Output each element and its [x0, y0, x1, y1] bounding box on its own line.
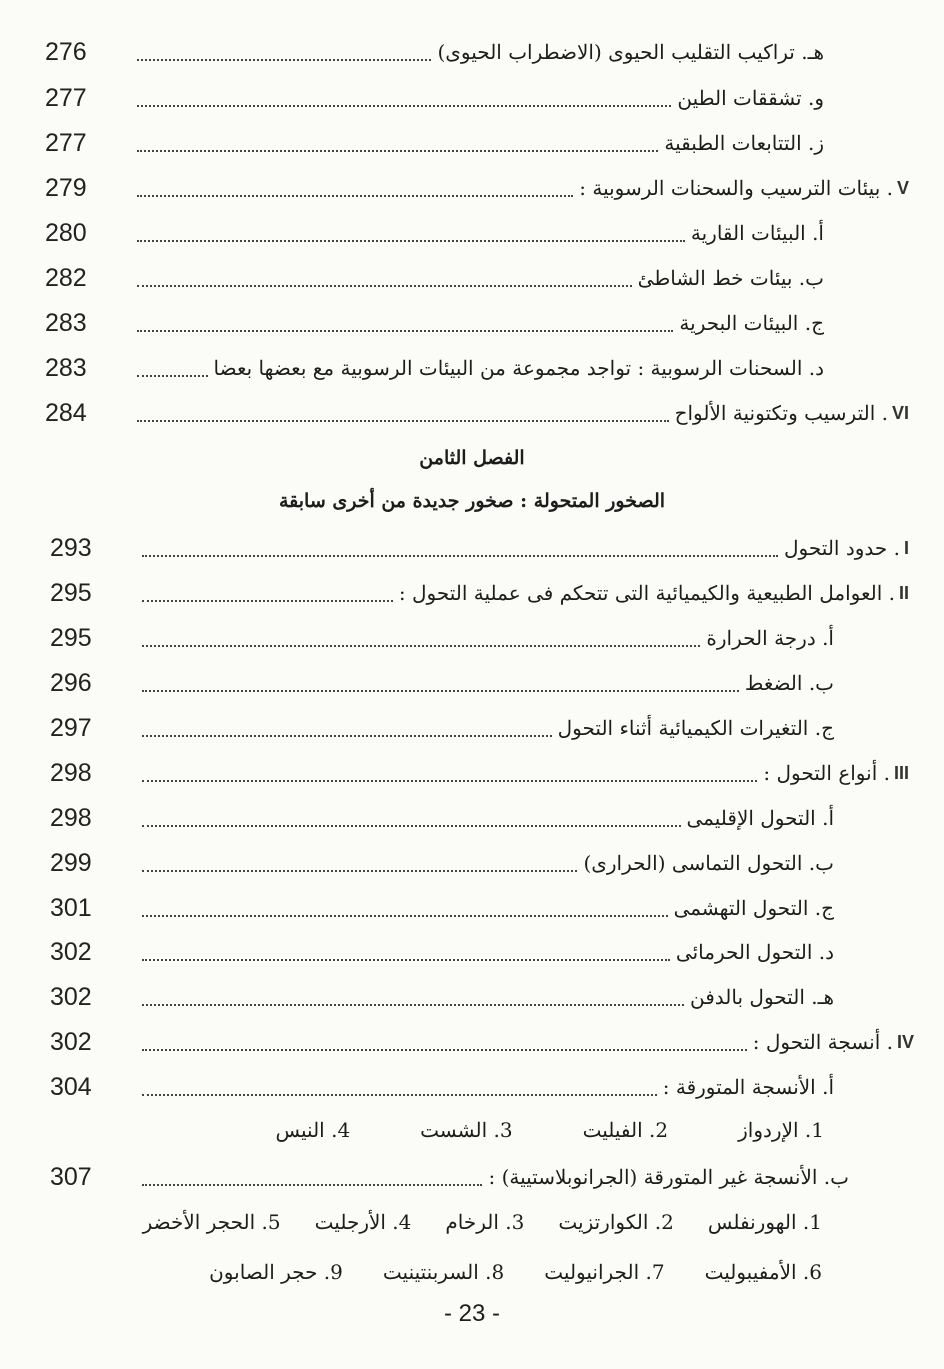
list-item: 7. الجرانيوليت: [544, 1260, 665, 1284]
page-ref: 296: [50, 668, 92, 697]
entry-label: هـ. تراكيب التقليب الحيوى (الاضطراب الحيوى): [437, 40, 824, 64]
entry-label: أ. البيئات القارية: [690, 221, 824, 245]
list-item: 2. الفيليت: [582, 1118, 669, 1142]
dot-leader: [142, 959, 670, 961]
list-item: 2. الكوارتزيت: [558, 1210, 674, 1234]
toc-entry: [45, 213, 824, 253]
dot-leader: [137, 285, 632, 287]
list-item: 4. الأرجليت: [314, 1210, 412, 1234]
page-number: - 23 -: [443, 1300, 500, 1327]
entry-label: أ. التحول الإقليمى: [686, 806, 834, 830]
dot-leader: [137, 195, 573, 197]
list-item: 4. النيس: [275, 1118, 351, 1142]
list-item: 1. الإردواز: [738, 1118, 824, 1142]
dot-leader: [142, 870, 577, 872]
dot-leader: [142, 690, 739, 692]
entry-label: ج. التحول التهشمى: [673, 896, 834, 920]
toc-entry: [50, 932, 834, 972]
toc-entry: [50, 798, 834, 838]
toc-entry: [50, 1022, 914, 1062]
toc-entry: [45, 258, 824, 298]
dot-leader: [142, 915, 668, 917]
toc-entry: [50, 708, 834, 748]
page-ref: 302: [50, 937, 92, 966]
entry-label: . بيئات الترسيب والسحنات الرسوبية :: [579, 176, 893, 200]
entry-label: ز. التتابعات الطبقية: [664, 131, 824, 155]
toc-entry: [50, 663, 834, 703]
list-item: 1. الهورنفلس: [707, 1210, 822, 1234]
entry-label: ب. الأنسجة غير المتورقة (الجرانوبلاستيية) :: [488, 1165, 849, 1189]
dot-leader: [142, 645, 700, 647]
page-ref: 280: [45, 218, 87, 247]
chapter-subtitle: الصخور المتحولة : صخور جديدة من أخرى سابقة: [278, 490, 666, 512]
dot-leader: [142, 780, 757, 782]
entry-label: ج. البيئات البحرية: [679, 311, 824, 335]
roman-numeral: VI: [891, 402, 909, 423]
page-ref: 277: [45, 83, 87, 112]
entry-label: هـ. التحول بالدفن: [690, 985, 834, 1009]
entry-label: ج. التغيرات الكيميائية أثناء التحول: [557, 716, 834, 740]
dot-leader: [137, 150, 658, 152]
page-ref: 298: [50, 758, 92, 787]
page-ref: 282: [45, 263, 87, 292]
entry-label: . أنسجة التحول :: [752, 1030, 893, 1054]
page-ref: 295: [50, 623, 92, 652]
page-ref: 295: [50, 578, 92, 607]
dot-leader: [142, 1094, 657, 1096]
toc-entry: [45, 78, 824, 118]
dot-leader: [137, 375, 208, 377]
page-ref: 301: [50, 893, 92, 922]
entry-label: ب. الضغط: [744, 671, 834, 695]
dot-leader: [137, 59, 431, 61]
page-ref: 277: [45, 128, 87, 157]
toc-entry: [50, 1067, 834, 1107]
roman-numeral: IV: [896, 1031, 914, 1052]
page-ref: 283: [45, 308, 87, 337]
dot-leader: [142, 1184, 482, 1186]
entry-label: . الترسيب وتكتونية الألواح: [674, 401, 888, 425]
entry-label: ب. بيئات خط الشاطئ: [637, 266, 824, 290]
page-ref: 307: [50, 1162, 92, 1191]
page-ref: 304: [50, 1072, 92, 1101]
chapter-title: الفصل الثامن: [419, 447, 525, 469]
page-ref: 298: [50, 803, 92, 832]
entry-label: ب. التحول التماسى (الحرارى): [583, 851, 834, 875]
page-ref: 284: [45, 398, 87, 427]
entry-label: . أنواع التحول :: [763, 761, 890, 785]
page-ref: 299: [50, 848, 92, 877]
list-item: 8. السربنتينيت: [382, 1260, 505, 1284]
roman-numeral: III: [893, 762, 909, 783]
list-item: 6. الأمفيبوليت: [704, 1260, 822, 1284]
toc-entry: [50, 888, 834, 928]
entry-label: و. تشققات الطين: [677, 86, 824, 110]
dot-leader: [142, 825, 681, 827]
toc-entry: [50, 528, 909, 568]
dot-leader: [137, 420, 669, 422]
entry-label: د. السحنات الرسوبية : تواجد مجموعة من البيئات الرسوبية مع بعضها بعضا: [213, 356, 824, 380]
list-item: 9. حجر الصابون: [209, 1260, 343, 1284]
roman-numeral: II: [898, 582, 909, 603]
toc-entry: [45, 168, 909, 208]
page-ref: 283: [45, 353, 87, 382]
toc-entry: [45, 348, 824, 388]
nonfoliated-rocks-list: [209, 1260, 822, 1284]
page-ref: 297: [50, 713, 92, 742]
entry-label: أ. الأنسجة المتورقة :: [662, 1075, 834, 1099]
entry-label: أ. درجة الحرارة: [706, 626, 834, 650]
dot-leader: [137, 105, 671, 107]
dot-leader: [137, 240, 685, 242]
toc-entry: [50, 843, 834, 883]
toc-entry: [50, 573, 909, 613]
toc-entry: [50, 618, 834, 658]
toc-entry: [45, 393, 909, 433]
roman-numeral: I: [903, 537, 909, 558]
roman-numeral: V: [896, 177, 909, 198]
toc-entry: [45, 303, 824, 343]
dot-leader: [142, 1049, 747, 1051]
dot-leader: [137, 330, 673, 332]
entry-label: د. التحول الحرمائى: [675, 940, 834, 964]
list-item: 5. الحجر الأخضر: [142, 1210, 281, 1234]
toc-entry: [45, 123, 824, 163]
foliated-rocks-list: [276, 1118, 825, 1142]
list-item: 3. الشست: [420, 1118, 513, 1142]
page-ref: 276: [45, 37, 87, 66]
entry-label: . حدود التحول: [784, 536, 900, 560]
page-ref: 293: [50, 533, 92, 562]
page-ref: 302: [50, 982, 92, 1011]
list-item: 3. الرخام: [445, 1210, 525, 1234]
dot-leader: [142, 735, 552, 737]
page-ref: 302: [50, 1027, 92, 1056]
nonfoliated-rocks-list: [143, 1210, 822, 1234]
dot-leader: [142, 1004, 684, 1006]
toc-entry: [50, 1157, 849, 1197]
toc-entry: [45, 32, 824, 72]
page-ref: 279: [45, 173, 87, 202]
toc-entry: [50, 977, 834, 1017]
dot-leader: [142, 600, 393, 602]
toc-entry: [50, 753, 909, 793]
entry-label: . العوامل الطبيعية والكيميائية التى تتحكم فى عملية التحول :: [398, 581, 895, 605]
dot-leader: [142, 555, 778, 557]
